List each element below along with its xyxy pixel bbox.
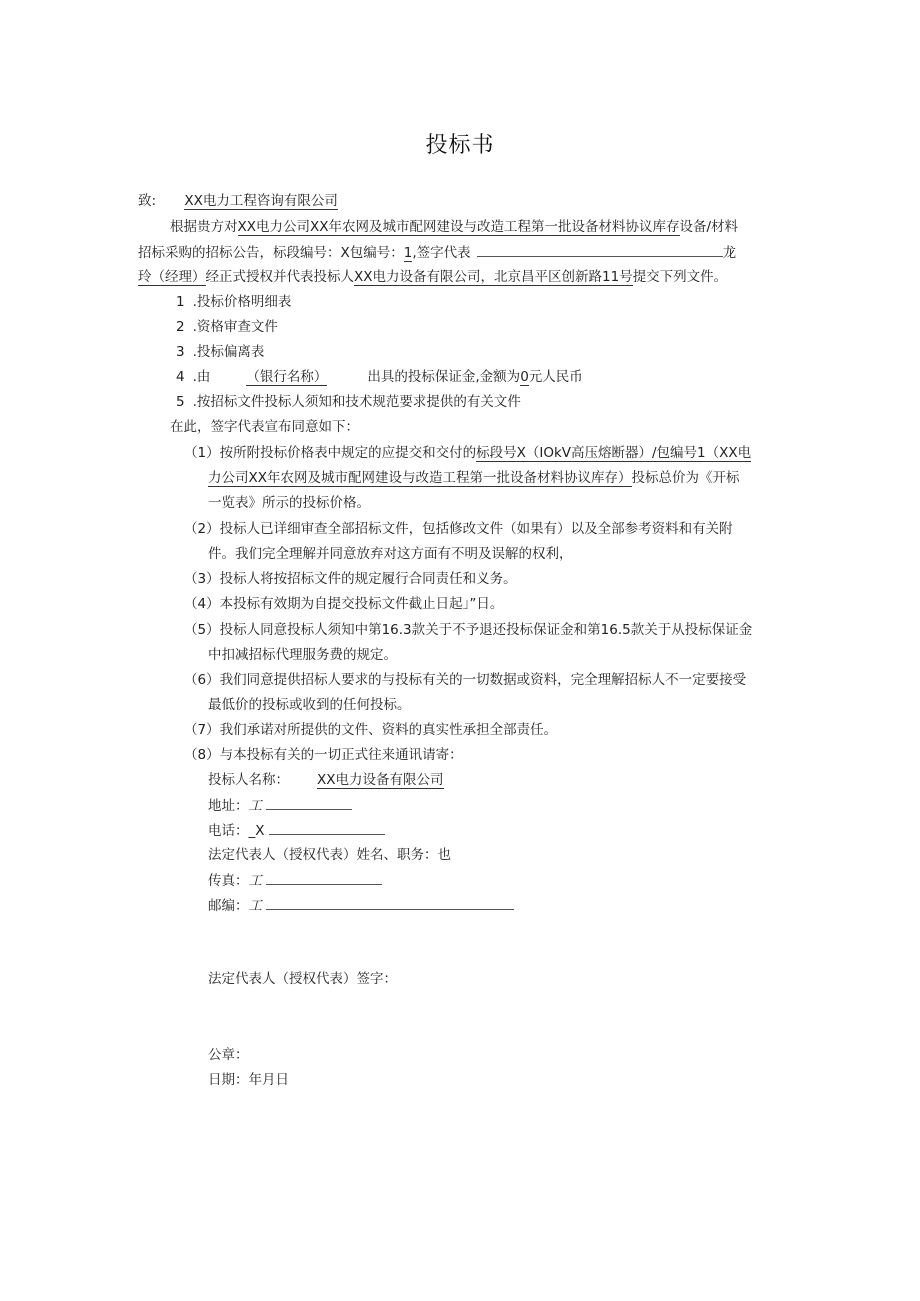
doc-item [176,393,521,411]
intro-text: 提交下列文件。 [632,269,728,285]
doc-text: .投标价格明细表 [192,294,292,310]
doc-text: .资格审查文件 [192,319,278,335]
seal-label: 公章： [208,1047,249,1063]
page-title: 投标书 [425,133,495,158]
intro-text: ,签字代表 [412,245,471,261]
signature-label: 法定代表人（授权代表）签字： [208,971,397,987]
clause-2-line-2: 件。我们完全理解并同意放弃对这方面有不明及误解的权利， [208,546,573,562]
date-value: 年月日 [248,1072,289,1088]
doc-number: 5 [176,394,185,410]
doc-number: 2 [176,319,185,335]
fax-row [208,871,382,890]
to-line [138,192,338,210]
bank-name: （银行名称） [246,369,328,385]
address-value: 工 [248,798,262,814]
intro-project-name: XX电力公司XX年农网及城市配网建设与改造工程第一批设备材料协议库存 [237,219,680,235]
signatory-title: 玲（经理） [138,269,206,285]
doc-item [176,368,583,386]
fax-label: 传真： [208,873,249,889]
phone-row [208,821,385,840]
doc-number: 1 [176,294,185,310]
fax-blank [266,871,382,885]
zip-value: 工 [248,898,262,914]
signatory-blank [477,243,723,257]
bidder-name-row [208,771,444,789]
legal-rep-row [208,846,451,864]
doc-text: 出具的投标保证金,金额为 [367,369,521,385]
intro-text: 招标采购的招标公告，标段编号：X包编号： [138,245,404,261]
signatory-name-part: 龙 [722,245,737,261]
clause-8: （8）与本投标有关的一切正式往来通讯请寄： [184,747,463,763]
clause-text: 投标总价为《开标 [631,470,740,486]
zip-blank [266,896,514,910]
doc-text: .按招标文件投标人须知和技术规范要求提供的有关文件 [192,394,521,410]
doc-item [176,293,291,311]
doc-number: 3 [176,344,185,360]
intro-text: 经正式授权并代表投标人 [205,269,354,285]
doc-item [176,318,278,336]
declaration-heading: 在此，签字代表宣布同意如下： [170,419,359,435]
clause-text: （1）按所附投标价格表中规定的应提交和交付的 [184,445,477,461]
clause-5-line-1: （5）投标人同意投标人须知中第16.3款关于不予退还投标保证金和第16.5款关于从投标保证金 [184,622,753,638]
date-label: 日期： [208,1072,249,1088]
intro-text: 根据贵方对 [170,219,238,235]
fax-value: 工 [248,873,262,889]
to-label: 致: [138,193,157,209]
address-row [208,796,352,815]
bidder-name-label: 投标人名称： [208,772,289,788]
doc-text: .投标偏离表 [192,344,265,360]
doc-text: .由 [192,369,211,385]
bidder-name-value: XX电力设备有限公司 [317,772,444,788]
doc-number: 4 [176,369,185,385]
intro-text: 设备/材料 [679,219,739,235]
clause-7: （7）我们承诺对所提供的文件、资料的真实性承担全部责任。 [184,722,558,738]
clause-1-line-3: 一览表》所示的投标价格。 [208,495,370,511]
doc-text: 元人民币 [528,369,583,385]
clause-4: （4）本投标有效期为自提交投标文件截止日起」”日。 [184,596,504,612]
zip-row [208,896,514,915]
clause-1-line-2 [208,469,740,487]
zip-label: 邮编： [208,898,249,914]
phone-value: _X [248,823,265,839]
phone-blank [269,821,385,835]
doc-item [176,343,264,361]
address-blank [266,796,352,810]
intro-line-2 [138,243,736,262]
clause-2-line-1: （2）投标人已详细审查全部招标文件，包括修改文件（如果有）以及全部参考资料和有关附 [184,521,733,537]
date-row [208,1071,289,1089]
lot-number: 标段号X（IOkV高压熔断器）/包编号1（XX电 [476,445,752,461]
package-number: 1 [403,245,413,261]
clause-6-line-2: 最低价的投标或收到的任何投标。 [208,697,411,713]
legal-rep-label: 法定代表人（授权代表）姓名、职务： [208,847,438,863]
address-label: 地址： [208,798,249,814]
legal-rep-value: 也 [437,847,451,863]
clause-6-line-1: （6）我们同意提供招标人要求的与投标有关的一切数据或资料，完全理解招标人不一定要接受 [184,672,747,688]
bidder-name-address: XX电力设备有限公司，北京昌平区创新路11号 [354,269,633,285]
phone-label: 电话： [208,823,249,839]
clause-1-line-1 [184,444,751,462]
to-company: XX电力工程咨询有限公司 [184,193,338,209]
clause-3: （3）投标人将按招标文件的规定履行合同责任和义务。 [184,571,517,587]
intro-line-1 [170,218,738,236]
intro-line-3 [138,268,727,286]
guarantee-amount: 0 [520,369,529,385]
lot-project: 力公司XX年农网及城市配网建设与改造工程第一批设备材料协议库存） [208,470,632,486]
clause-5-line-2: 中扣减招标代理服务费的规定。 [208,647,397,663]
